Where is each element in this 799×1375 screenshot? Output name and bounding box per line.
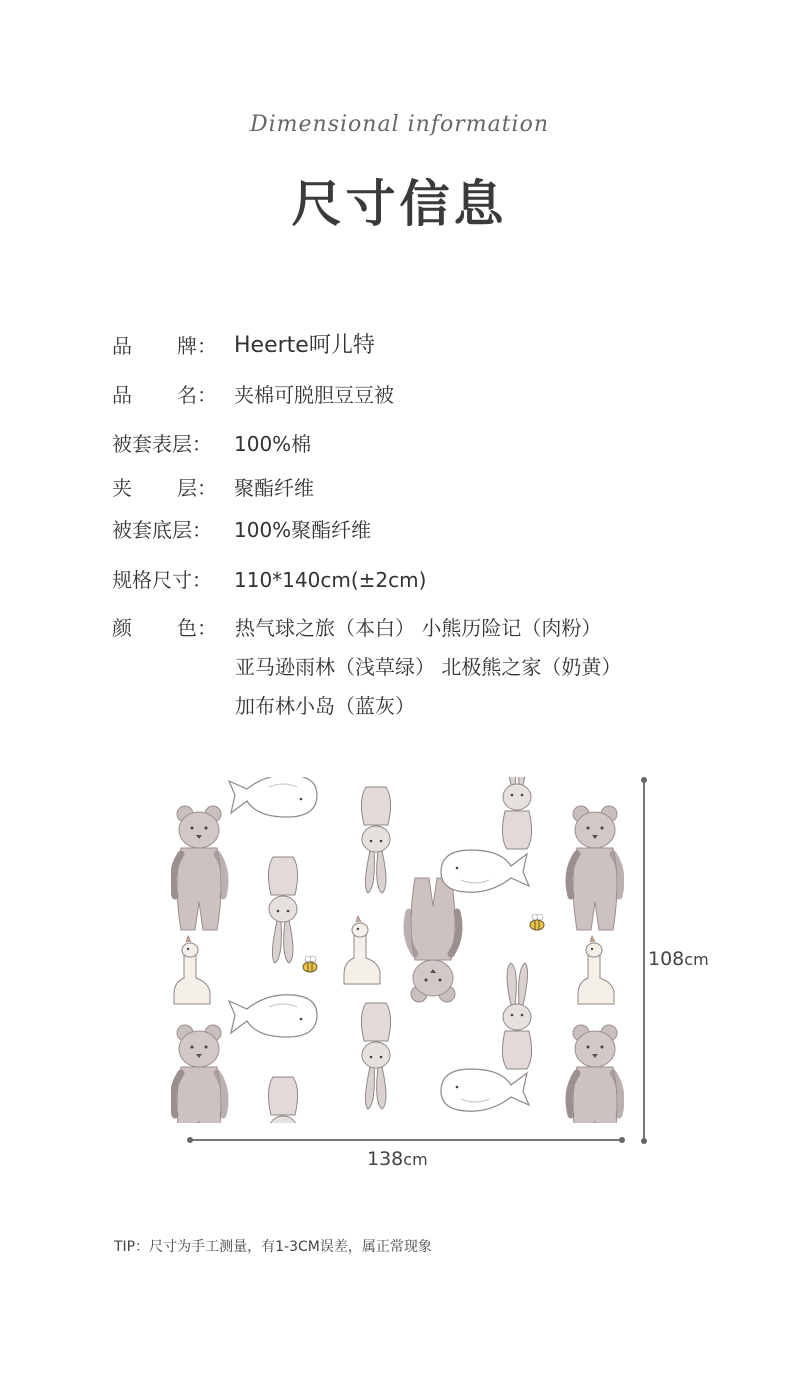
whale-figure	[441, 1069, 529, 1111]
bunny-figure	[361, 787, 390, 893]
label-start: 品	[112, 383, 132, 407]
color-option-line: 亚马逊雨林（浅草绿） 北极熊之家（奶黄）	[235, 655, 622, 679]
info-row-name	[112, 379, 732, 411]
info-value: Heerte呵儿特	[234, 333, 375, 358]
info-value: 110*140cm(±2cm)	[234, 568, 427, 592]
width-dimension-line	[190, 1139, 622, 1141]
alpaca-figure	[344, 916, 380, 984]
bunny-figure	[361, 1003, 390, 1109]
height-dimension-line	[643, 780, 645, 1141]
bunny-figure	[268, 857, 297, 963]
info-row-middle-layer	[112, 472, 732, 504]
bear-figure	[569, 1025, 621, 1123]
info-row-cover-top	[112, 428, 732, 460]
bunny-figure	[268, 1077, 297, 1123]
height-value: 108	[648, 948, 685, 970]
bear-figure	[173, 1025, 225, 1123]
bee-figure	[303, 956, 317, 972]
info-value: 聚酯纤维	[234, 476, 314, 500]
label-start: 品	[112, 334, 132, 358]
width-dimension-label	[367, 1148, 428, 1170]
label-end: 牌：	[177, 334, 217, 358]
bear-figure	[569, 806, 621, 930]
color-option-line: 热气球之旅（本白） 小熊历险记（肉粉）	[235, 616, 602, 640]
page-title: 尺寸信息	[291, 175, 508, 233]
dimension-end-dot	[187, 1137, 193, 1143]
whale-figure	[441, 850, 529, 892]
width-value: 138	[367, 1148, 404, 1170]
fabric-pattern-image	[171, 777, 624, 1123]
bunny-figure	[502, 777, 531, 849]
whale-figure	[229, 995, 317, 1037]
info-value: 100%聚酯纤维	[234, 518, 372, 542]
bunny-figure	[502, 963, 531, 1069]
info-value: 100%棉	[234, 432, 312, 456]
bear-figure	[173, 806, 225, 930]
measurement-tip: TIP：尺寸为手工测量，有1-3CM误差，属正常现象	[114, 1239, 432, 1255]
info-row-brand	[112, 330, 732, 362]
dimension-end-dot	[641, 777, 647, 783]
alpaca-figure	[174, 936, 210, 1004]
height-unit: cm	[684, 950, 709, 969]
info-label: 被套表层：	[112, 432, 212, 456]
bee-figure	[530, 914, 544, 930]
label-start: 颜	[112, 616, 132, 640]
info-value: 夹棉可脱胆豆豆被	[234, 383, 394, 407]
info-label: 被套底层：	[112, 518, 212, 542]
subtitle: Dimensional information	[250, 112, 549, 137]
dimension-end-dot	[619, 1137, 625, 1143]
bear-figure	[407, 878, 459, 1002]
height-dimension-label	[648, 948, 709, 970]
info-row-size	[112, 564, 732, 596]
label-start: 夹	[112, 476, 132, 500]
label-end: 名：	[177, 383, 217, 407]
pattern-svg	[171, 777, 624, 1123]
info-label: 规格尺寸：	[112, 568, 212, 592]
label-end: 色：	[177, 616, 217, 640]
whale-figure	[229, 777, 317, 817]
label-end: 层：	[177, 476, 217, 500]
width-unit: cm	[403, 1150, 428, 1169]
info-row-cover-bottom	[112, 514, 732, 546]
color-option-line: 加布林小岛（蓝灰）	[235, 694, 415, 718]
dimension-end-dot	[641, 1138, 647, 1144]
alpaca-figure	[578, 936, 614, 1004]
